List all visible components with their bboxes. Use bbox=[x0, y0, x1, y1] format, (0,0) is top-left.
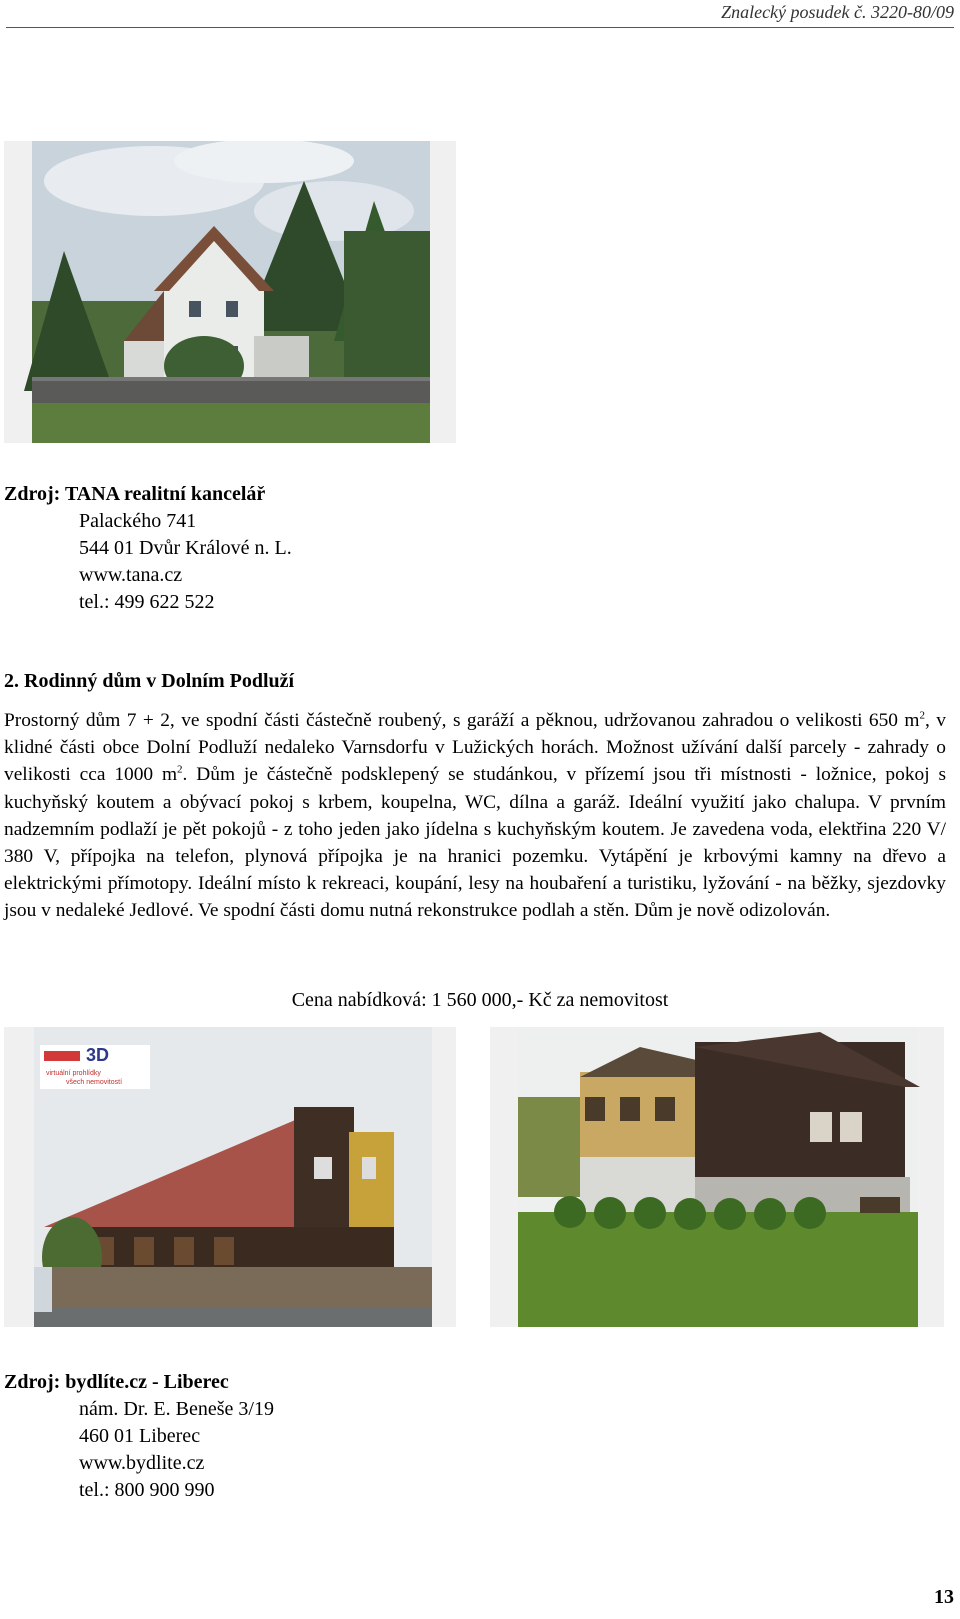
source-street: Palackého 741 bbox=[79, 510, 197, 532]
header-divider bbox=[6, 27, 954, 28]
description-part-3: . Dům je částečně podsklepený se studánkou, v přízemí jsou tři místnosti - ložnice, pokoj s kuchyňský koutem a obývací pokoj s krbem, koupelna, WC, dílna a garáž. Ideální využití jako chalupa. V prvním nadzemním podlaží je pět pokojů - z toho jeden jako jídelna s kuchyňským koutem. Je zavedena voda, elektřina 220 V/ 380 V, přípojka na telefon, plynová přípojka je na hranici pozemku. Vytápění je krbovými kamny na dřevo a elektrickými přímotopy. Ideální místo k rekreaci, koupání, lesy na houbaření a turistiku, lyžování - na běžky, sjezdovky jsou v nedaleké Jedlové. Ve spodní části domu nutná rekonstrukce podlah a stěn. Dům je nově odizolován. bbox=[4, 764, 946, 922]
source-phone: tel.: 499 622 522 bbox=[79, 591, 215, 613]
logo-tagline-2: všech nemovitostí bbox=[66, 1079, 123, 1086]
source-web: www.bydlite.cz bbox=[79, 1452, 205, 1474]
listing-description bbox=[4, 707, 946, 925]
house-photo-3 bbox=[490, 1027, 944, 1327]
running-header: Znalecký posudek č. 3220-80/09 bbox=[721, 2, 954, 22]
source-street: nám. Dr. E. Beneše 3/19 bbox=[79, 1398, 274, 1420]
source-block-tana bbox=[4, 481, 292, 616]
source-phone: tel.: 800 900 990 bbox=[79, 1479, 215, 1501]
offer-price: Cena nabídková: 1 560 000,- Kč za nemovitost bbox=[291, 989, 669, 1011]
page-number: 13 bbox=[934, 1586, 954, 1608]
source-city: 544 01 Dvůr Králové n. L. bbox=[79, 537, 292, 559]
logo-brand: 3D bbox=[86, 1045, 110, 1065]
superscript-2b: 2 bbox=[177, 763, 183, 776]
listing-heading: 2. Rodinný dům v Dolním Podluží bbox=[4, 670, 295, 692]
description-part-1: Prostorný dům 7 + 2, ve spodní části částečně roubený, s garáží a pěknou, udržovanou zahradou o velikosti 650 m bbox=[4, 710, 920, 731]
logo-tagline-1: virtuální prohlídky bbox=[46, 1070, 101, 1077]
house-photo-2 bbox=[4, 1027, 456, 1327]
description-part-2: , v klidné části obce Dolní Podluží nedaleko Varnsdorfu v Lužických horách. Možnost užívání další parcely - zahrady o velikosti cca 1000 m bbox=[4, 710, 946, 786]
source-web: www.tana.cz bbox=[79, 564, 183, 586]
superscript-2: 2 bbox=[919, 709, 926, 722]
house-photo-1 bbox=[4, 141, 456, 443]
source-block-bydlite bbox=[4, 1369, 274, 1504]
source-city: 460 01 Liberec bbox=[79, 1425, 201, 1447]
source-title: Zdroj: TANA realitní kancelář bbox=[4, 483, 266, 505]
source-title: Zdroj: bydlíte.cz - Liberec bbox=[4, 1371, 229, 1393]
